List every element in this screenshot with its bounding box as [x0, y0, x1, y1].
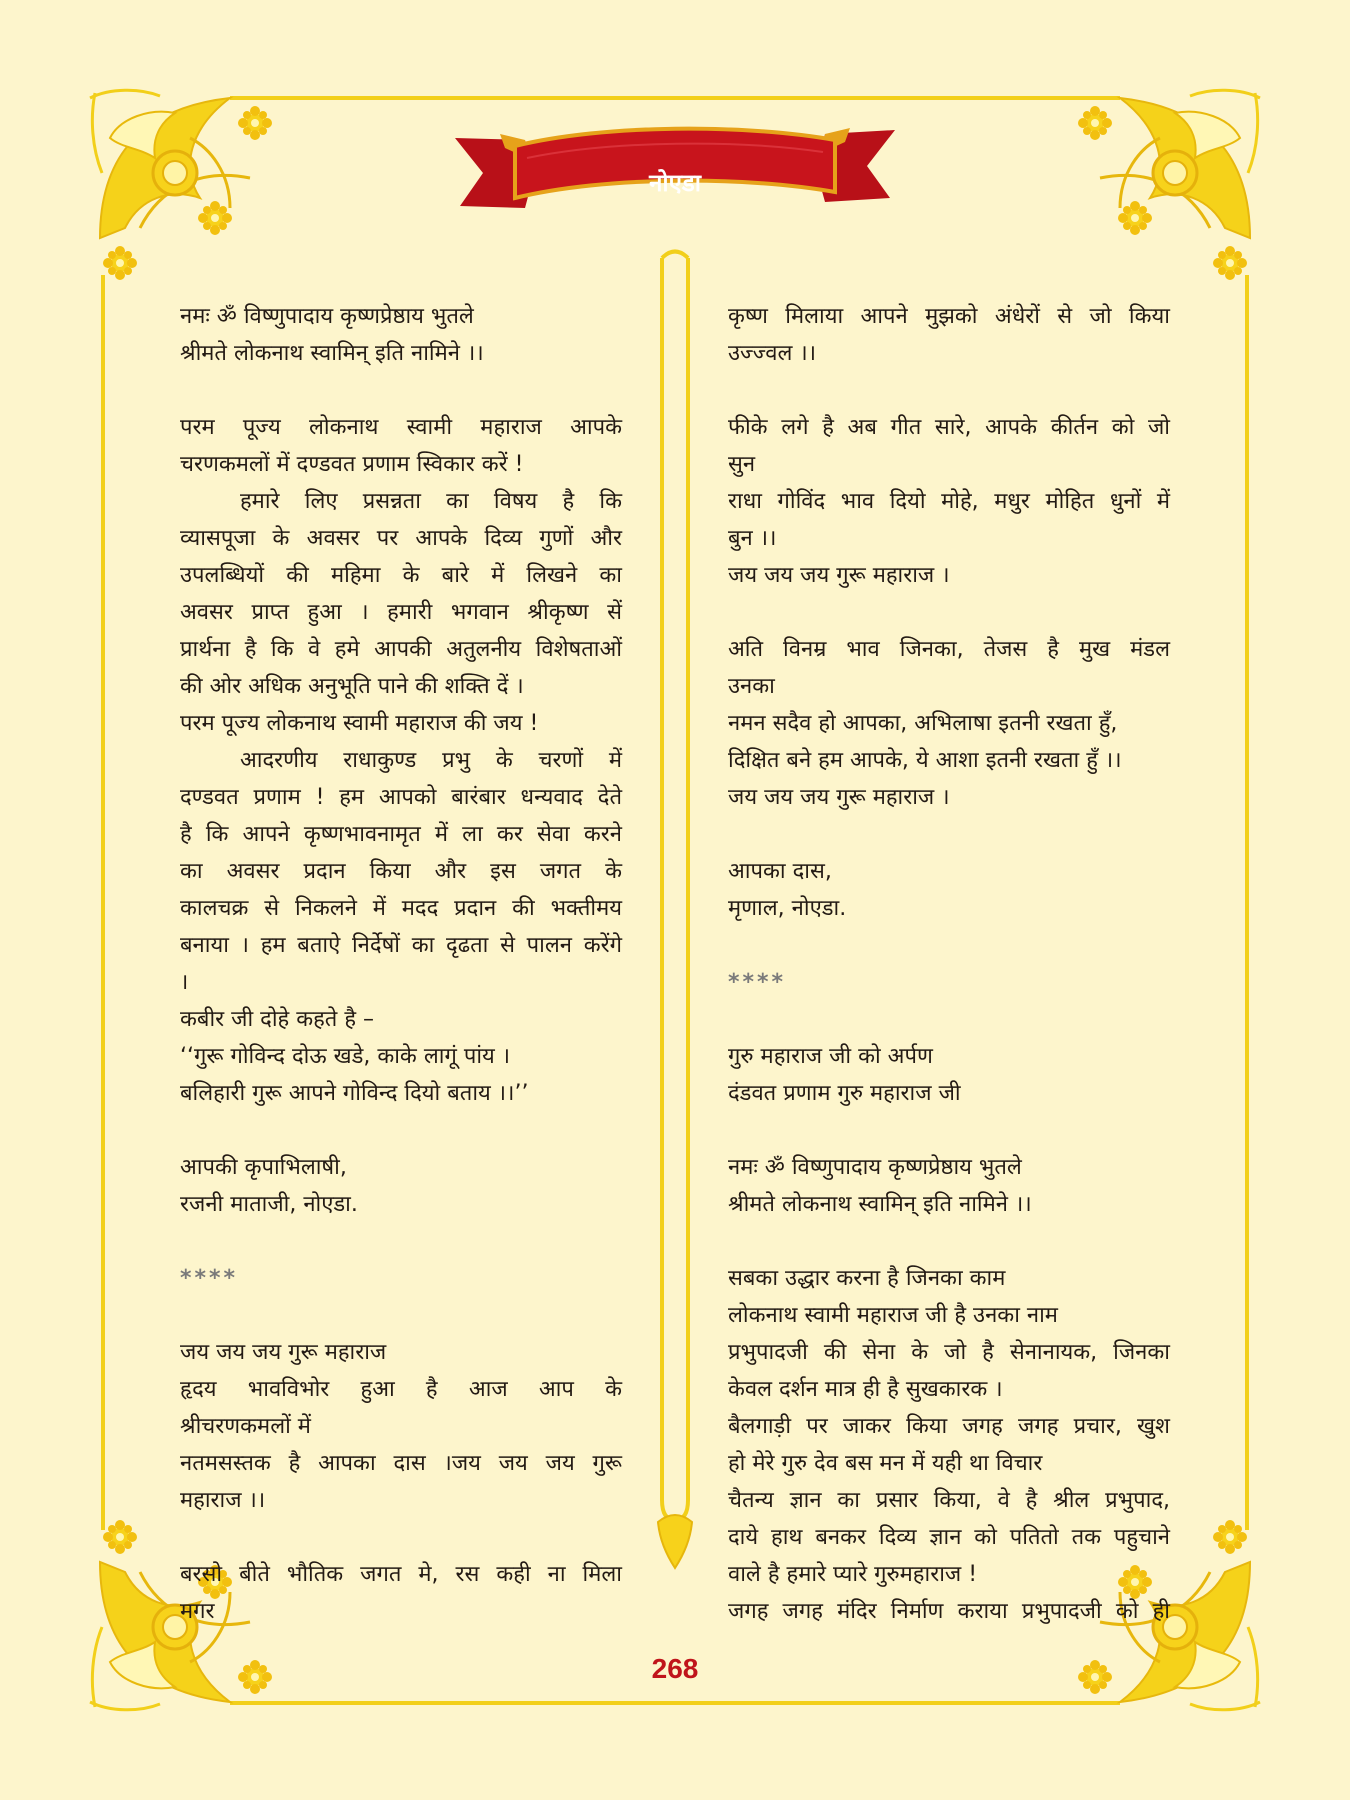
text-line: व्यासपूजा के अवसर पर आपके दिव्य गुणों और: [180, 526, 622, 551]
floral-corner-ornament-top-right: [1078, 90, 1260, 280]
text-line: अति विनम्र भाव जिनका, तेजस है मुख मंडल: [728, 637, 1170, 662]
text-line: उनका: [728, 674, 775, 699]
text-line: गुरु महाराज जी को अर्पण: [728, 1044, 933, 1069]
text-line: [180, 1297, 622, 1334]
text-line: बैलगाड़ी पर जाकर किया जगह जगह प्रचार, खुश: [728, 1414, 1170, 1439]
text-line: बलिहारी गुरू आपने गोविन्द दियो बताय ।।’’: [180, 1081, 529, 1106]
text-line: श्रीचरणकमलों में: [180, 1414, 311, 1439]
text-line: आपका दास,: [728, 859, 832, 884]
text-line: श्रीमते लोकनाथ स्वामिन् इति नामिने ।।: [180, 341, 484, 366]
text-line: आपकी कृपाभिलाषी,: [180, 1155, 347, 1180]
text-line: [180, 372, 622, 409]
text-line: [180, 1223, 622, 1260]
text-line: अवसर प्राप्त हुआ । हमारी भगवान श्रीकृष्ण सें: [180, 600, 622, 625]
text-line: जगह जगह मंदिर निर्माण कराया प्रभुपादजी को ही: [728, 1599, 1170, 1624]
text-line: महाराज ।।: [180, 1488, 266, 1513]
text-line: हृदय भावविभोर हुआ है आज आप के: [180, 1377, 622, 1402]
text-line: सबका उद्धार करना है जिनका काम: [728, 1266, 1006, 1291]
text-line: दिक्षित बने हम आपके, ये आशा इतनी रखता हुँ ।।: [728, 748, 1122, 773]
text-line: ।: [180, 970, 189, 995]
text-line: कबीर जी दोहे कहते है –: [180, 1007, 375, 1032]
page-title: नोएडा: [649, 169, 701, 197]
text-line: उज्ज्वल ।।: [728, 341, 817, 366]
text-line: प्रभुपादजी की सेना के जो है सेनानायक, जिनका: [728, 1340, 1170, 1365]
text-line: आदरणीय राधाकुण्ड प्रभु के चरणों में: [240, 748, 622, 773]
text-line: राधा गोविंद भाव दियो मोहे, मधुर मोहित धुनों में: [728, 489, 1170, 514]
section-separator: ****: [728, 970, 787, 995]
text-line: बनाया । हम बताऐ निर्देषों का दृढता से पालन करेंगे: [180, 933, 622, 958]
text-line: [180, 1519, 622, 1556]
text-line: [728, 372, 1170, 409]
text-line: परम पूज्य लोकनाथ स्वामी महाराज आपके: [180, 415, 622, 440]
text-line: जय जय जय गुरू महाराज ।: [728, 563, 950, 588]
text-line: का अवसर प्रदान किया और इस जगत के: [180, 859, 622, 884]
text-line: जय जय जय गुरू महाराज: [180, 1340, 387, 1365]
text-line: फीके लगे है अब गीत सारे, आपके कीर्तन को जो: [728, 415, 1170, 440]
text-line: हो मेरे गुरु देव बस मन में यही था विचार: [728, 1451, 1043, 1476]
text-line: दाये हाथ बनकर दिव्य ज्ञान को पतितो तक पहुचाने: [728, 1525, 1170, 1550]
text-line: चैतन्य ज्ञान का प्रसार किया, वे है श्रील प्रभुपाद,: [728, 1488, 1170, 1513]
text-line: [728, 1223, 1170, 1260]
text-line: प्रार्थना है कि वे हमे आपकी अतुलनीय विशेषताओं: [180, 637, 622, 662]
floral-corner-ornament-top-left: [90, 90, 272, 280]
text-line: है कि आपने कृष्णभावनामृत में ला कर सेवा करने: [180, 822, 622, 847]
text-line: केवल दर्शन मात्र ही है सुखकारक ।: [728, 1377, 1003, 1402]
text-line: नतमसस्तक है आपका दास ।जय जय जय गुरू: [180, 1451, 622, 1476]
text-line: नमः ॐ विष्णुपादाय कृष्णप्रेष्ठाय भुतले: [728, 1155, 1022, 1180]
text-line: दण्डवत प्रणाम ! हम आपको बारंबार धन्यवाद देते: [180, 785, 622, 810]
text-line: [728, 594, 1170, 631]
text-line: [728, 927, 1170, 964]
text-line: कालचक्र से निकलने में मदद प्रदान की भक्तीमय: [180, 896, 622, 921]
text-line: [728, 1112, 1170, 1149]
right-column: [728, 298, 1170, 1630]
column-divider: [658, 252, 692, 1569]
text-line: बुन ।।: [728, 526, 777, 551]
text-line: चरणकमलों में दण्डवत प्रणाम स्विकार करें !: [180, 452, 524, 477]
text-line: [728, 1001, 1170, 1038]
text-line: हमारे लिए प्रसन्नता का विषय है कि: [240, 489, 622, 514]
text-line: नमः ॐ विष्णुपादाय कृष्णप्रेष्ठाय भुतले: [180, 304, 474, 329]
text-line: नमन सदैव हो आपका, अभिलाषा इतनी रखता हुँ,: [728, 711, 1118, 736]
text-line: [728, 816, 1170, 853]
text-line: सुन: [728, 452, 756, 477]
text-line: कृष्ण मिलाया आपने मुझको अंधेरों से जो किया: [728, 304, 1170, 329]
text-line: ‘‘गुरू गोविन्द दोऊ खडे, काके लागूं पांय ।: [180, 1044, 511, 1069]
text-line: रजनी माताजी, नोएडा.: [180, 1192, 358, 1217]
text-line: मृणाल, नोएडा.: [728, 896, 847, 921]
text-line: वाले है हमारे प्यारे गुरुमहाराज !: [728, 1562, 978, 1587]
text-line: मगर: [180, 1599, 215, 1624]
text-line: परम पूज्य लोकनाथ स्वामी महाराज की जय !: [180, 711, 539, 736]
text-line: जय जय जय गुरू महाराज ।: [728, 785, 950, 810]
text-line: उपलब्धियों की महिमा के बारे में लिखने का: [180, 563, 622, 588]
column-divider-drop-icon: [658, 1515, 692, 1568]
text-line: लोकनाथ स्वामी महाराज जी है उनका नाम: [728, 1303, 1058, 1328]
left-column: [180, 298, 622, 1630]
text-line: बरसो बीते भौतिक जगत मे, रस कही ना मिला: [180, 1562, 622, 1587]
text-line: श्रीमते लोकनाथ स्वामिन् इति नामिने ।।: [728, 1192, 1032, 1217]
text-line: की ओर अधिक अनुभूति पाने की शक्ति दें ।: [180, 674, 524, 699]
page-number: 268: [651, 1653, 699, 1684]
text-line: [180, 1112, 622, 1149]
section-separator: ****: [180, 1266, 239, 1291]
text-line: दंडवत प्रणाम गुरु महाराज जी: [728, 1081, 961, 1106]
